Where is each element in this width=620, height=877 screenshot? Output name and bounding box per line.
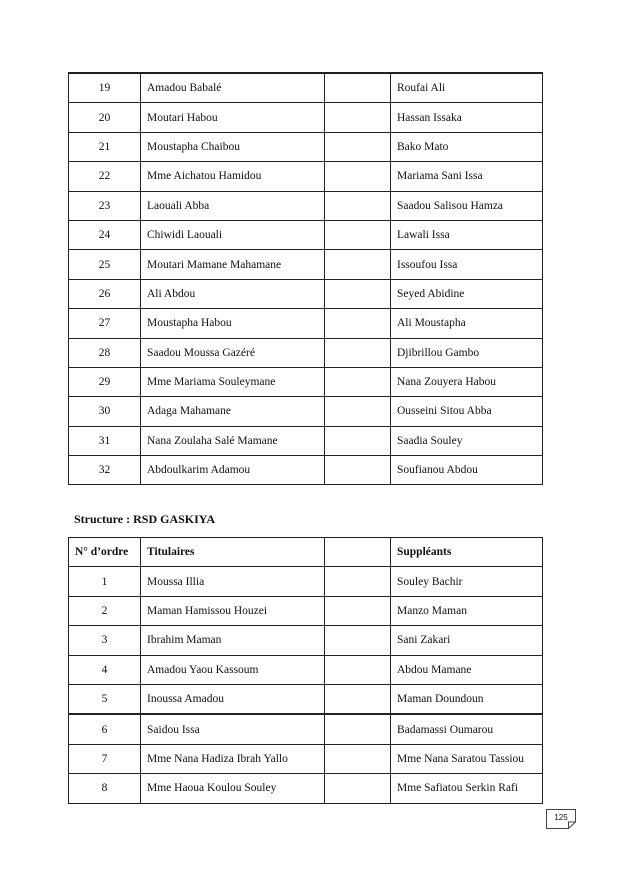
suppleant-name: Lawali Issa (391, 220, 543, 249)
empty-cell (325, 596, 391, 625)
table-row (69, 338, 543, 367)
empty-cell (325, 714, 391, 744)
suppleant-name: Seyed Abidine (391, 279, 543, 308)
structure-heading: Structure : RSD GASKIYA (74, 512, 216, 526)
page-number-box (546, 809, 576, 829)
titulaire-name: Saidou Issa (141, 714, 325, 744)
empty-cell (325, 250, 391, 279)
suppleant-name: Abdou Mamane (391, 655, 543, 684)
suppleant-name: Maman Doundoun (391, 684, 543, 714)
order-number: 28 (69, 338, 141, 367)
order-number: 19 (69, 73, 141, 103)
members-table-continued (68, 72, 543, 485)
suppleant-name: Djibrillou Gambo (391, 338, 543, 367)
order-number: 1 (69, 567, 141, 596)
order-number-header: N° d’ordre (69, 538, 141, 567)
table-row (69, 655, 543, 684)
titulaire-name: Amadou Babalé (141, 73, 325, 103)
table-row (69, 103, 543, 132)
titulaire-name: Chiwidi Laouali (141, 220, 325, 249)
table-row (69, 191, 543, 220)
empty-cell (325, 626, 391, 655)
empty-cell (325, 191, 391, 220)
suppleant-name: Roufai Ali (391, 73, 543, 103)
suppleants-header: Suppléants (391, 538, 543, 567)
table-header-row (69, 538, 543, 567)
titulaire-name: Abdoulkarim Adamou (141, 456, 325, 485)
empty-cell (325, 744, 391, 773)
titulaire-name: Amadou Yaou Kassoum (141, 655, 325, 684)
table-row (69, 220, 543, 249)
suppleant-name: Sani Zakari (391, 626, 543, 655)
suppleant-name: Ali Moustapha (391, 309, 543, 338)
empty-cell (325, 338, 391, 367)
order-number: 8 (69, 774, 141, 803)
table-row (69, 626, 543, 655)
table-row (69, 397, 543, 426)
table-row (69, 596, 543, 625)
suppleant-name: Nana Zouyera Habou (391, 367, 543, 396)
suppleant-name: Mme Safiatou Serkin Rafi (391, 774, 543, 803)
table-row (69, 684, 543, 714)
order-number: 2 (69, 596, 141, 625)
titulaire-name: Nana Zoulaha Salé Mamane (141, 426, 325, 455)
titulaire-name: Ibrahim Maman (141, 626, 325, 655)
titulaire-name: Moutari Mamane Mahamane (141, 250, 325, 279)
empty-cell (325, 162, 391, 191)
order-number: 27 (69, 309, 141, 338)
table-row (69, 279, 543, 308)
titulaire-name: Ali Abdou (141, 279, 325, 308)
empty-cell (325, 655, 391, 684)
suppleant-name: Issoufou Issa (391, 250, 543, 279)
order-number: 22 (69, 162, 141, 191)
table-row (69, 73, 543, 103)
titulaire-name: Moutari Habou (141, 103, 325, 132)
rsd-gaskiya-table (68, 537, 543, 804)
table-row (69, 367, 543, 396)
order-number: 6 (69, 714, 141, 744)
table-row (69, 456, 543, 485)
table-row (69, 567, 543, 596)
table-row (69, 714, 543, 744)
order-number: 5 (69, 684, 141, 714)
empty-cell (325, 367, 391, 396)
suppleant-name: Badamassi Oumarou (391, 714, 543, 744)
order-number: 3 (69, 626, 141, 655)
titulaire-name: Moustapha Habou (141, 309, 325, 338)
order-number: 21 (69, 132, 141, 161)
empty-cell (325, 567, 391, 596)
table-row (69, 426, 543, 455)
table-row (69, 774, 543, 803)
empty-cell (325, 397, 391, 426)
suppleant-name: Mme Nana Saratou Tassiou (391, 744, 543, 773)
titulaire-name: Mme Nana Hadiza Ibrah Yallo (141, 744, 325, 773)
empty-cell (325, 684, 391, 714)
empty-header-cell (325, 538, 391, 567)
titulaires-header: Titulaires (141, 538, 325, 567)
order-number: 7 (69, 744, 141, 773)
order-number: 23 (69, 191, 141, 220)
suppleant-name: Saadia Souley (391, 426, 543, 455)
table-row (69, 250, 543, 279)
order-number: 26 (69, 279, 141, 308)
titulaire-name: Moussa Illia (141, 567, 325, 596)
page-number: 125 (554, 813, 568, 822)
titulaire-name: Moustapha Chaibou (141, 132, 325, 161)
empty-cell (325, 279, 391, 308)
empty-cell (325, 103, 391, 132)
suppleant-name: Bako Mato (391, 132, 543, 161)
order-number: 31 (69, 426, 141, 455)
titulaire-name: Inoussa Amadou (141, 684, 325, 714)
suppleant-name: Saadou Salisou Hamza (391, 191, 543, 220)
order-number: 30 (69, 397, 141, 426)
titulaire-name: Adaga Mahamane (141, 397, 325, 426)
suppleant-name: Hassan Issaka (391, 103, 543, 132)
titulaire-name: Maman Hamissou Houzei (141, 596, 325, 625)
empty-cell (325, 426, 391, 455)
order-number: 4 (69, 655, 141, 684)
order-number: 24 (69, 220, 141, 249)
order-number: 29 (69, 367, 141, 396)
titulaire-name: Saadou Moussa Gazéré (141, 338, 325, 367)
empty-cell (325, 73, 391, 103)
order-number: 25 (69, 250, 141, 279)
suppleant-name: Souley Bachir (391, 567, 543, 596)
titulaire-name: Mme Haoua Koulou Souley (141, 774, 325, 803)
table-row (69, 309, 543, 338)
suppleant-name: Mariama Sani Issa (391, 162, 543, 191)
suppleant-name: Soufianou Abdou (391, 456, 543, 485)
empty-cell (325, 220, 391, 249)
titulaire-name: Laouali Abba (141, 191, 325, 220)
suppleant-name: Ousseini Sitou Abba (391, 397, 543, 426)
table-row (69, 132, 543, 161)
titulaire-name: Mme Mariama Souleymane (141, 367, 325, 396)
order-number: 32 (69, 456, 141, 485)
order-number: 20 (69, 103, 141, 132)
table-row (69, 162, 543, 191)
empty-cell (325, 774, 391, 803)
empty-cell (325, 132, 391, 161)
table-row (69, 744, 543, 773)
titulaire-name: Mme Aichatou Hamidou (141, 162, 325, 191)
empty-cell (325, 309, 391, 338)
empty-cell (325, 456, 391, 485)
suppleant-name: Manzo Maman (391, 596, 543, 625)
